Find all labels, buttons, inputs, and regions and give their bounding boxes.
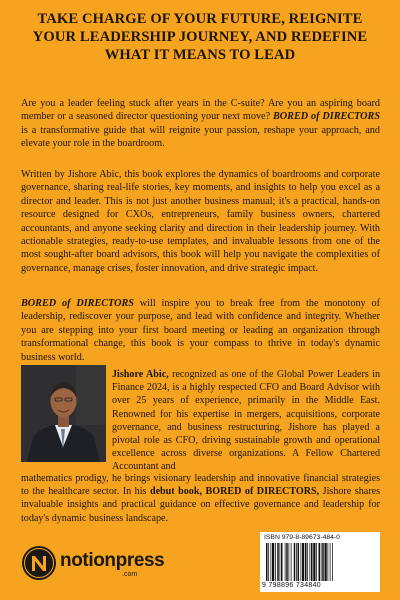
intro-text-end: is a transformative guide that will reignite your passion, reshape your approach, and elevate your role in the boardroom. (21, 124, 380, 150)
barcode-icon (264, 543, 364, 583)
closing-book-title: BORED of DIRECTORS (21, 298, 134, 309)
publisher-name: notionpress (60, 550, 165, 571)
closing-text: will inspire you to break free from the monotony of leadership, rediscover your purpose, and lead with confidence and integrity. Whether you are stepping into your first board meeting or leading an organization through transformational change, this book is your compass to thrive in today's dynamic business world. (21, 298, 380, 363)
closing-paragraph (21, 297, 380, 364)
author-photo (21, 365, 106, 462)
intro-text-start: Are you a leader feeling stuck after years in the C-suite? Are you an aspiring board member or a seasoned director questioning your next move? (21, 98, 380, 123)
author-bio-text: recognized as one of the Global Power Leaders in Finance 2024, is a highly respected CFO and Board Advisor with over 25 years of experience, primarily in the Middle East. Renowned for his expertise in mergers, acquisitions, corporate governance, and business restructuring, Jishore has played a pivotal role as CFO, driving sustainable growth and operational excellence across diverse organizations. A Fellow Chartered Accountant and (112, 369, 380, 473)
author-bio-continued (21, 472, 380, 525)
author-bio-cont-text: mathematics prodigy, he brings visionary leadership and innovative financial strategies to the healthcare sector. In his (21, 473, 380, 498)
notion-press-n-icon (22, 546, 56, 580)
publisher-domain: .com (122, 571, 138, 578)
description-paragraph: Written by Jishore Abic, this book explores the dynamics of boardrooms and corporate governance, sharing real-life stories, key moments, and insights to help you excel as a director and leader. This is not just another business manual; it's a practical, hands-on resource designed for CXOs, entrepreneurs, family business owners, chartered accountants, and anyone seeking clarity and direction in their leadership journey. With actionable strategies, ready-to-use templates, and invaluable lessons from one of the most sought-after board advisors, this book will help you navigate the complexities of governance, manage crises, foster innovation, and drive strategic impact. (21, 169, 380, 274)
author-name: Jishore Abic, (112, 369, 169, 380)
intro-paragraph (21, 97, 380, 151)
author-bio-end-text: Jishore shares invaluable insights and practical guidance on effective governance and leadership for today's dynamic business landscape. (21, 486, 381, 524)
barcode-number: 9 798896 734840 (262, 582, 321, 589)
debut-book-label: debut book, BORED of DIRECTORS, (149, 486, 320, 498)
author-portrait-illustration (21, 365, 106, 462)
cover-headline: TAKE CHARGE OF YOUR FUTURE, REIGNITE YOUR LEADERSHIP JOURNEY, AND REDEFINE WHAT IT MEANS TO LEAD (32, 11, 368, 63)
isbn-barcode-block (260, 532, 380, 592)
isbn-label: ISBN 979-8-89673-484-0 (264, 534, 340, 541)
publisher-logo (22, 544, 182, 584)
intro-book-title: BORED of DIRECTORS (273, 111, 380, 123)
author-bio (112, 368, 380, 474)
